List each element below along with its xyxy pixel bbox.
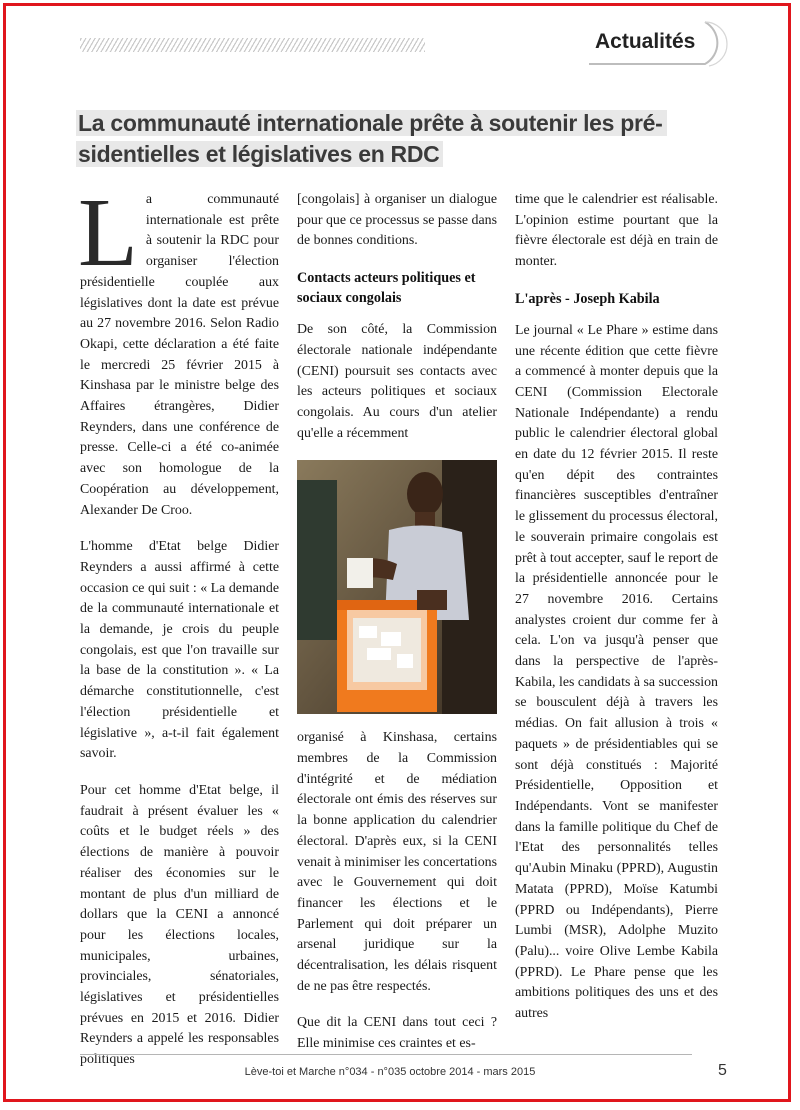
article-headline: La communauté internationale prête à soutenir les pré-sidentielles et législatives en RDC — [76, 108, 728, 170]
subheading: Contacts acteurs politiques et sociaux congolais — [297, 270, 476, 307]
paragraph: Que dit la CENI dans tout ceci ? Elle minimise ces craintes et es- — [297, 1015, 497, 1052]
paragraph: [congolais] à organiser un dialogue pour que ce processus se passe dans de bonnes conditions. — [297, 192, 497, 249]
paragraph: Le journal « Le Phare » estime dans une récente édition que cette fièvre a commencé à monter depuis que la CENI (Commission Electorale Nationale Indépendante) a rendu public le calendrier électoral global en date du 12 février 2015. Il reste qu'en dépit des contraintes financières susceptibles d'entraîner le glissement du processus électoral, le souverain primaire congolais est prêt à tout accepter, sauf le report de la présidentielle annoncée pour le 27 novembre 2016. Certains analystes croient dur comme fer à cela. L'on va jusqu'à penser que dans la perspective de l'après-Kabila, les candidats à sa succession se bousculent déjà à travers les médias. On fait allusion à trois « paquets » de présidentiables qui se sont déjà constitués : Majorité Présidentielle, Opposition et Indépendants. Vont se manifester dans la famille politique du Chef de l'Etat des personnalités telles qu'Aubin Minaku (PPRD), Augustin Matata (PPRD), Moïse Katumbi (PPRD ou Indépendants), Pierre Lumbi (MSR), Adolphe Muzito (Palu)... voire Olive Lembe Kabila (PPRD). Le Phare pense que les ambitions politiques des uns et des autres — [515, 322, 718, 1022]
paragraph: De son côté, la Commission électorale nationale indépendante (CENI) poursuit ses contacts avec les acteurs politiques et sociaux congolais. Au cours d'un atelier qu'elle a récemment — [297, 322, 497, 441]
article-column-3 — [515, 190, 718, 1110]
subheading: L'après - Joseph Kabila — [515, 290, 660, 307]
header-hatch-decoration — [80, 38, 425, 52]
paragraph: Pour cet homme d'Etat belge, il faudrait à présent évaluer les « coûts et le budget réels » des élections de manière à pouvoir réaliser des économies sur le montant de plus d'un milliard de dollars que la CENI a annoncé pour les élections locales, municipales, urbaines, provinciales, sénatoriales, législatives et présidentielles prévues en 2015 et 2016. Didier Reynders a appelé les responsables politiques — [80, 782, 279, 1068]
footer-divider — [80, 1054, 692, 1055]
paragraph: La communauté internationale est prête à soutenir la RDC pour organiser l'élection présidentielle couplée aux législatives dont la date est prévue au 27 novembre 2016. Selon Radio Okapi, cette déclaration a été faite le mercredi 25 février 2015 à Kinshasa par le ministre belge des Affaires étrangères, Didier Reynders, dans une conférence de presse. Celle-ci a été co-animée avec son homologue de la Coopération au développement, Alexander De Croo. — [78, 179, 279, 518]
drop-cap: L — [78, 179, 138, 287]
paragraph: time que le calendrier est réalisable. L'opinion estime pourtant que la fièvre électorale est déjà en train de monter. — [515, 192, 718, 270]
paragraph: L'homme d'Etat belge Didier Reynders a aussi affirmé à cette occasion ce qui suit : « La demande de la communauté internationale et la demande, je crois du peuple congolais, est que l'on travaille sur la base de la constitution ». « La démarche constitutionnelle, c'est l'élection présidentielle et législative », a-t-il fait également savoir. — [80, 539, 279, 762]
footer-publication-info: Lève-toi et Marche n°034 - n°035 octobre 2014 - mars 2015 — [244, 1066, 536, 1078]
article-column-2 — [297, 190, 497, 1110]
page-number: 5 — [718, 1062, 727, 1079]
ballot-box-photo — [297, 460, 497, 714]
section-title: Actualités — [595, 30, 696, 53]
article-column-1 — [78, 179, 279, 1110]
paragraph: organisé à Kinshasa, certains membres de la Commission d'intégrité et de médiation électorale ont émis des réserves sur la bonne application du calendrier électoral. D'après eux, si la CENI venait à minimiser les concertations avec le Gouvernement qui doit financer les élections et le Parlement qui doit préparer un arsenal juridique sur la décentralisation, les délais risquent de ne pas être respectés. — [297, 730, 497, 994]
